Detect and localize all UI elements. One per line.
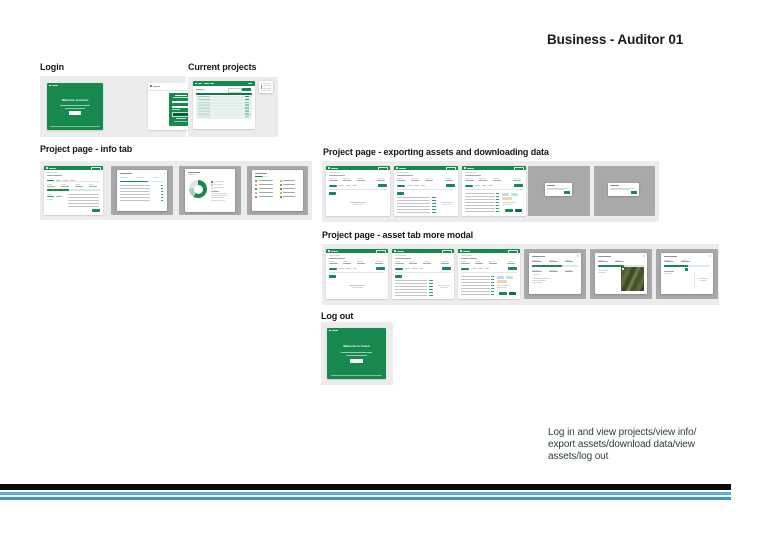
login-button bbox=[350, 359, 363, 364]
asset-tab-empty-thumbnail[interactable] bbox=[326, 166, 390, 216]
download-button bbox=[515, 209, 522, 212]
footer-stripe-black bbox=[0, 484, 731, 490]
logo-icon bbox=[49, 85, 51, 87]
format-tag bbox=[502, 193, 509, 196]
add-asset-button bbox=[329, 275, 336, 278]
export-dialog-thumbnail[interactable] bbox=[528, 166, 590, 216]
section-label-login: Login bbox=[40, 62, 64, 72]
asset-table bbox=[395, 280, 427, 296]
export-button bbox=[514, 184, 523, 187]
exporting-group bbox=[322, 161, 659, 222]
asset-table bbox=[465, 193, 495, 213]
asset-info-modal-thumbnail[interactable] bbox=[656, 249, 718, 299]
welcome-screen-thumbnail[interactable] bbox=[47, 83, 103, 130]
active-tab bbox=[329, 185, 337, 187]
active-tab bbox=[395, 268, 403, 270]
format-tag bbox=[511, 193, 518, 196]
close-icon bbox=[643, 255, 645, 257]
footer-stripe-blue-2 bbox=[0, 497, 731, 499]
dialog-confirm-button bbox=[564, 191, 570, 194]
status-icon bbox=[255, 196, 257, 198]
section-label-current-projects: Current projects bbox=[188, 62, 257, 72]
asset-page-thumbnail-2[interactable] bbox=[392, 249, 454, 299]
section-label-asset-modal: Project page - asset tab more modal bbox=[322, 230, 474, 240]
asset-table bbox=[461, 276, 490, 296]
active-tab bbox=[397, 185, 405, 187]
login-group bbox=[40, 76, 186, 137]
asset-detail-modal-thumbnail[interactable] bbox=[524, 249, 586, 299]
logo-icon bbox=[46, 167, 48, 169]
dialog-confirm-button bbox=[631, 191, 637, 194]
status-icon bbox=[255, 188, 257, 190]
logout-group bbox=[321, 322, 393, 385]
status-icon bbox=[280, 188, 282, 190]
logout-button bbox=[446, 167, 456, 171]
status-icon bbox=[261, 87, 263, 89]
logo-icon bbox=[328, 167, 330, 169]
asset-modal-group bbox=[322, 244, 719, 305]
welcome-title: Welcome to Caven bbox=[343, 345, 370, 349]
format-tag bbox=[506, 276, 513, 279]
logo-icon bbox=[328, 250, 330, 252]
logo-icon bbox=[396, 167, 398, 169]
export-button bbox=[378, 184, 387, 187]
confirm-export-button bbox=[499, 292, 507, 295]
close-icon bbox=[577, 255, 579, 257]
format-tag bbox=[497, 276, 504, 279]
logout-button bbox=[514, 167, 524, 171]
footer-stripe-blue-1 bbox=[0, 492, 731, 495]
status-icon bbox=[280, 180, 282, 182]
logo-icon bbox=[150, 85, 152, 87]
project-status-modal-thumbnail[interactable] bbox=[247, 166, 308, 215]
add-asset-button bbox=[395, 275, 402, 278]
logo-icon bbox=[195, 83, 197, 85]
asset-image bbox=[621, 267, 644, 291]
active-tab bbox=[465, 185, 473, 187]
export-button bbox=[446, 184, 455, 187]
logout-button bbox=[91, 167, 101, 171]
logout-button bbox=[508, 250, 518, 254]
description-paragraph bbox=[68, 194, 99, 208]
welcome-title: Welcome to Caven bbox=[61, 98, 89, 102]
legend-swatch bbox=[211, 184, 213, 186]
new-project-button bbox=[242, 88, 251, 91]
flow-description-line: export assets/download data/view bbox=[548, 439, 695, 451]
close-icon bbox=[164, 172, 166, 174]
status-legend-card bbox=[259, 81, 273, 93]
login-button bbox=[69, 111, 81, 115]
logo-icon bbox=[460, 250, 462, 252]
asset-image-modal-thumbnail[interactable] bbox=[590, 249, 652, 299]
project-details-modal-thumbnail[interactable] bbox=[111, 166, 173, 215]
download-button bbox=[509, 292, 516, 295]
export-button bbox=[376, 267, 385, 270]
status-icon bbox=[280, 196, 282, 198]
page-title: Business - Auditor 01 bbox=[547, 32, 684, 47]
format-tag bbox=[497, 280, 507, 283]
logo-icon bbox=[329, 330, 331, 332]
flow-description-line: Log in and view projects/view info/ bbox=[548, 427, 697, 438]
flow-description bbox=[548, 427, 696, 464]
logout-button bbox=[376, 250, 386, 254]
status-icon bbox=[255, 192, 257, 194]
close-icon bbox=[709, 255, 711, 257]
export-button bbox=[508, 267, 517, 270]
logout-welcome-thumbnail[interactable] bbox=[327, 328, 386, 379]
current-projects-group bbox=[188, 77, 278, 137]
logo-icon bbox=[464, 167, 466, 169]
section-label-info-tab: Project page - info tab bbox=[40, 144, 133, 154]
active-tab bbox=[461, 268, 469, 270]
marker-icon bbox=[685, 268, 688, 271]
logout-button bbox=[378, 167, 388, 171]
active-tab bbox=[329, 268, 337, 270]
add-asset-button bbox=[329, 192, 336, 195]
action-button bbox=[92, 209, 100, 212]
asset-table bbox=[397, 197, 430, 213]
logout-button bbox=[442, 250, 452, 254]
project-overview-thumbnail[interactable] bbox=[44, 166, 103, 215]
asset-page-thumbnail-3[interactable] bbox=[458, 249, 520, 299]
asset-tab-export-panel-thumbnail[interactable] bbox=[462, 166, 526, 216]
logo-icon bbox=[394, 250, 396, 252]
legend-swatch bbox=[211, 181, 213, 183]
donut-chart bbox=[189, 180, 207, 198]
status-icon bbox=[280, 192, 282, 194]
projects-list-thumbnail[interactable] bbox=[193, 81, 255, 129]
status-icon bbox=[255, 180, 257, 182]
section-label-exporting: Project page - exporting assets and downloading data bbox=[323, 147, 549, 157]
legend-swatch bbox=[211, 187, 213, 189]
project-chart-modal-thumbnail[interactable] bbox=[179, 166, 241, 215]
flow-description-line: assets/log out bbox=[548, 451, 609, 463]
section-label-logout: Log out bbox=[321, 311, 354, 321]
format-tag bbox=[502, 197, 512, 200]
asset-tab-list-thumbnail[interactable] bbox=[394, 166, 458, 216]
export-button bbox=[442, 267, 451, 270]
download-dialog-thumbnail[interactable] bbox=[594, 166, 655, 216]
info-tab-group bbox=[40, 161, 312, 220]
status-icon bbox=[261, 90, 263, 92]
add-asset-button bbox=[397, 192, 404, 195]
status-icon bbox=[255, 184, 257, 186]
status-icon bbox=[280, 184, 282, 186]
asset-page-thumbnail-1[interactable] bbox=[326, 249, 388, 299]
confirm-export-button bbox=[505, 209, 513, 212]
